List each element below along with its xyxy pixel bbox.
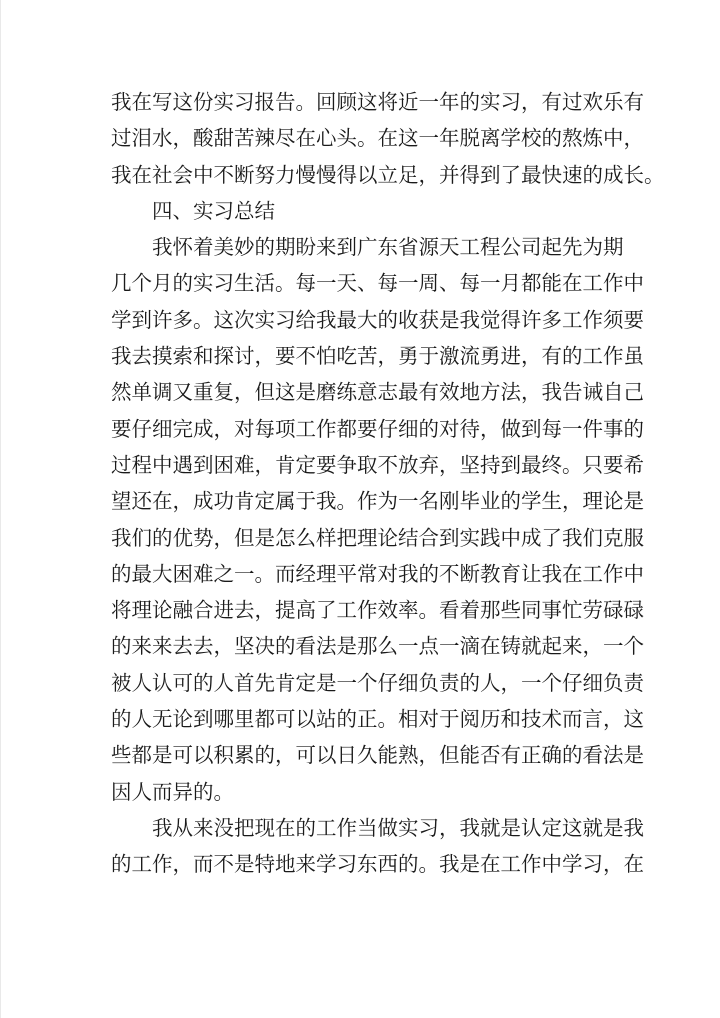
text-line: 因人而异的。: [111, 779, 234, 804]
text-line: 的来来去去，坚决的看法是那么一点一滴在铸就起来，一个: [111, 634, 644, 659]
text-line: 要仔细完成，对每项工作都要仔细的对待，做到每一件事的: [111, 416, 644, 441]
text-line: 将理论融合进去，提高了工作效率。看着那些同事忙劳碌碌: [111, 598, 644, 623]
text-line: 然单调又重复，但这是磨练意志最有效地方法，我告诫自己: [111, 380, 644, 405]
text-line: 被人认可的人首先肯定是一个仔细负责的人，一个仔细负责: [111, 670, 644, 695]
text-line: 过泪水，酸甜苦辣尽在心头。在这一年脱离学校的熬炼中，: [111, 126, 644, 151]
text-line: 我去摸索和探讨，要不怕吃苦，勇于激流勇进，有的工作虽: [111, 344, 644, 369]
text-line: 我在社会中不断努力慢慢得以立足，并得到了最快速的成长。: [111, 162, 665, 187]
section-heading: 四、实习总结: [152, 198, 275, 223]
text-line: 几个月的实习生活。每一天、每一周、每一月都能在工作中: [111, 271, 644, 296]
text-line: 我从来没把现在的工作当做实习，我就是认定这就是我: [152, 815, 644, 840]
document-body: [111, 84, 665, 883]
text-line: 我在写这份实习报告。回顾这将近一年的实习，有过欢乐有: [111, 90, 644, 114]
text-line: 的最大困难之一。而经理平常对我的不断教育让我在工作中: [111, 561, 644, 586]
text-line: 我怀着美妙的期盼来到广东省源天工程公司起先为期: [152, 235, 624, 260]
text-line: 些都是可以积累的，可以日久能熟，但能否有正确的看法是: [111, 743, 644, 768]
text-line: 我们的优势，但是怎么样把理论结合到实践中成了我们克服: [111, 525, 644, 550]
text-line: 望还在，成功肯定属于我。作为一名刚毕业的学生，理论是: [111, 489, 644, 514]
text-line: 的工作，而不是特地来学习东西的。我是在工作中学习，在: [111, 852, 644, 877]
text-line: 过程中遇到困难，肯定要争取不放弃，坚持到最终。只要希: [111, 452, 644, 477]
text-line: 的人无论到哪里都可以站的正。相对于阅历和技术而言，这: [111, 707, 644, 732]
text-line: 学到许多。这次实习给我最大的收获是我觉得许多工作须要: [111, 307, 644, 332]
